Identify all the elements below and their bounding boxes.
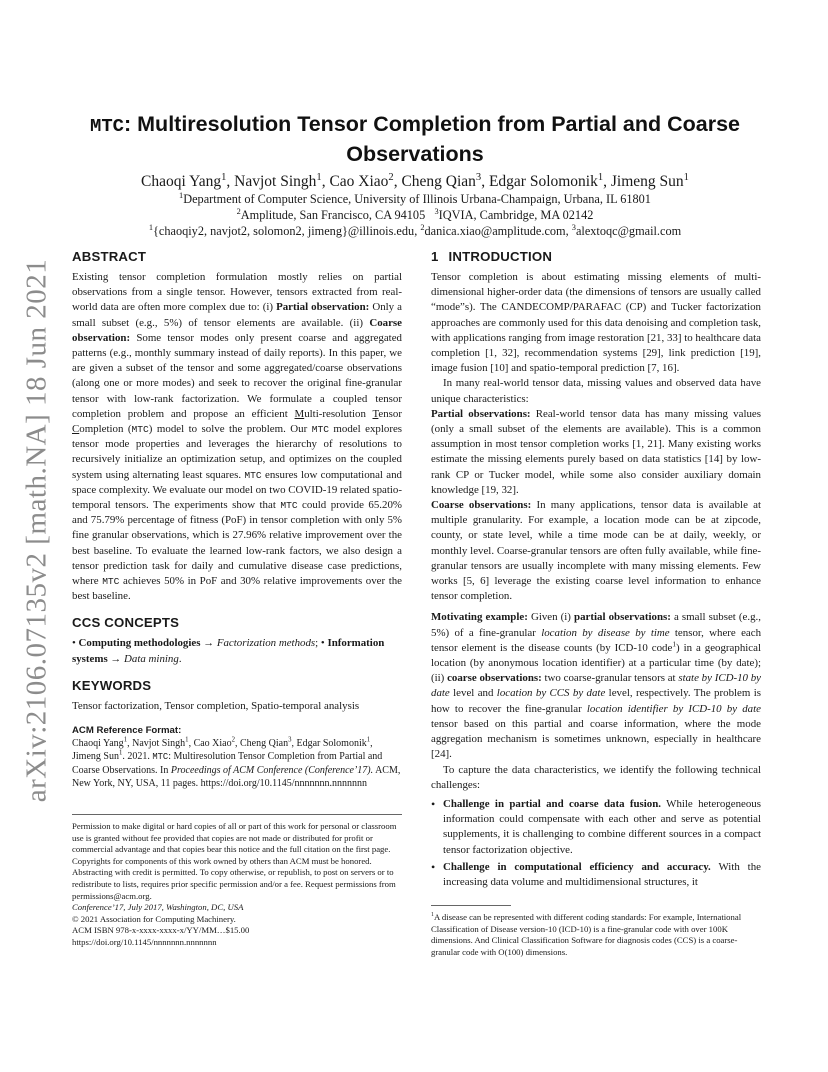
author: Navjot Singh$^1$,	[234, 171, 330, 190]
arxiv-identifier-text: arXiv:2106.07135v2 [math.NA] 18 Jun 2021	[20, 258, 53, 802]
footnote-divider	[431, 905, 511, 906]
list-item: • Challenge in partial and coarse data fusion. While heterogeneous information could compensate with each other and serve as potential supplements, it is challenging to combine different sources in a compact tensor factorization objective.	[431, 797, 761, 858]
acm-ref-text: Chaoqi Yang$^1$, Navjot Singh$^1$, Cao Xiao$^2$, Cheng Qian$^3$, Edgar Solomonik$^1$, Jimeng Sun$^1$. 2021. MTC: Multiresolution Tensor Completion from Partial and Coarse Observations. In Proceedings of ACM Conference (Conference’17). ACM, New York, NY, USA, 11 pages. https://doi.org/10.1145/nnnnnnn.nnnnnnn	[72, 736, 401, 790]
doi-line: https://doi.org/10.1145/nnnnnnn.nnnnnnn	[72, 937, 217, 948]
paper-title	[70, 110, 760, 168]
keywords-text: Tensor factorization, Tensor completion, Spatio-temporal analysis	[72, 699, 360, 712]
title-line2: Observations	[346, 142, 484, 166]
author: Jimeng Sun$^1$	[610, 171, 689, 190]
arxiv-identifier	[14, 258, 60, 802]
author-list	[70, 172, 760, 192]
intro-partial-observations: Partial observations: Real-world tensor data has many missing values (only a small subset of the elements are available). This is a common assumption in most tensor completion works [1, 21]. Many existing works estimate the missing elements purely based on data statistics [14] by low-rank CP or Tucker model, while some also consider auxiliary domain knowledge [19, 32].	[431, 407, 761, 496]
author: Chaoqi Yang$^1$,	[141, 171, 235, 190]
intro-paragraph-1: Tensor completion is about estimating missing elements of multi-dimensional higher-order data (the dimensions of tensors are usually called “mode”s). The CANDECOMP/PARAFAC (CP) and Tucker factorization approaches are commonly used for this data denoising and completion task, with applications ranging from image restoration [21, 33] to healthcare data completion [1, 32], recommendation systems [29], link prediction [19], image fusion [10] and spatio-temporal prediction [7, 16].	[431, 271, 761, 375]
abstract-heading: ABSTRACT	[72, 249, 147, 264]
keywords-heading: KEYWORDS	[72, 677, 152, 693]
isbn-line: ACM ISBN 978-x-xxxx-xxxx-x/YY/MM…$15.00	[72, 925, 250, 936]
acm-ref-heading: ACM Reference Format:	[72, 725, 182, 737]
author: Edgar Solomonik$^1$,	[488, 171, 611, 190]
author-emails: $^1${chaoqiy2, navjot2, solomon2, jimeng}@illinois.edu, $^2$danica.xiao@amplitude.com, $^3$alextoqc@gmail.com	[148, 222, 682, 238]
footnote-text: $^1$A disease can be represented with different coding standards: For example, International Classification of Disease version-10 (ICD-10) is a fine-granular code with over 100K dimensions. And Clinical Classification Software for diagnosis codes (CCS) is a coarse-granular code with O(100) dimensions.	[431, 912, 742, 957]
footnote-block	[431, 905, 761, 958]
intro-heading: 1 INTRODUCTION	[431, 249, 553, 264]
right-column	[431, 248, 761, 892]
intro-paragraph-5: To capture the data characteristics, we identify the following technical challenges:	[431, 763, 761, 791]
intro-motivating-example: Motivating example: Given (i) partial observations: a small subset (e.g., 5%) of a fine-granular location by disease by time tensor, where each tensor element is the disease counts (by ICD-10 code$^1$) in a geographical location (by anonymous location identifier) at a particular time (by date); (ii) coarse observations: two coarse-granular tensors at state by ICD-10 by date level and location by CCS by date level, respectively. The problem is how to recover the fine-granular location identifier by ICD-10 by date tensor based on this partial and coarse information, where the mode aggregation mechanism is sometimes unknown, especially in healthcare [24].	[431, 611, 762, 761]
ccs-heading: CCS CONCEPTS	[72, 615, 180, 631]
author: Cheng Qian$^3$,	[401, 171, 489, 190]
intro-paragraph-2: In many real-world tensor data, missing values and observed data have unique characteristics:	[431, 377, 761, 405]
title-line1: : Multiresolution Tensor Completion from Partial and Coarse	[124, 112, 741, 136]
affiliation-1: $^1$Department of Computer Science, University of Illinois Urbana-Champaign, Urbana, IL 61801	[179, 190, 651, 206]
affiliation-2-3: $^2$Amplitude, San Francisco, CA 94105 $^3$IQVIA, Cambridge, MA 02142	[236, 206, 594, 222]
ccs-text: • Computing methodologies → Factorization methods; • Information systems → Data mining.	[72, 637, 385, 665]
conference-line: Conference’17, July 2017, Washington, DC, USA	[72, 902, 244, 913]
author: Cao Xiao$^2$,	[329, 171, 402, 190]
challenge-list	[431, 797, 761, 890]
permission-notice: Permission to make digital or hard copies of all or part of this work for personal or classroom use is granted without fee provided that copies are not made or distributed for profit or commercial advantage and that copies bear this notice and the full citation on the first page. Copyrights for components of this work owned by others than ACM must be honored. Abstracting with credit is permitted. To copy otherwise, or republish, to post on servers or to redistribute to lists, requires prior specific permission and/or a fee. Request permissions from permissions@acm.org.	[72, 821, 397, 901]
title-mono-part: MTC	[89, 115, 125, 137]
list-item: • Challenge in computational efficiency and accuracy. With the increasing data volume and multidimensional structures, it	[431, 860, 761, 890]
copyright-line: © 2021 Association for Computing Machinery.	[72, 913, 236, 924]
intro-coarse-observations: Coarse observations: In many applications, tensor data is available at multiple granularity. For example, a location mode can be at zipcode, county, or state level, while a time mode can be at daily, weekly, or monthly level. Coarse-granular tensors are often fully available, while fine-granular tensors are usually incomplete with many missing elements. Few works [5, 6] leverage the existing coarse level information to enhance tensor completion.	[431, 499, 762, 603]
abstract-text: Existing tensor completion formulation mostly relies on partial observations from a single tensor. However, tensors extracted from real-world data are often more complex due to: (i) Partial observation: Only a small subset (e.g., 5%) of tensor elements are available. (ii) Coarse observation: Some tensor modes only present coarse and aggregated patterns (e.g., monthly summary instead of daily reports). In this paper, we are given a subset of the tensor and some aggregated/coarse observations (along one or more modes) and seek to recover the original fine-granular tensor with low-rank factorization. We formulate a coupled tensor completion problem and propose an efficient Multi-resolution Tensor Completion (MTC) model to solve the problem. Our MTC model explores tensor mode properties and leverages the hierarchy of resolutions to recursively initialize an optimization setup, and optimizes on the coupled system using alternating least squares. MTC ensures low computational and space complexity. We evaluate our model on two COVID-19 related spatio-temporal tensors. The experiments show that MTC could provide 65.20% and 75.79% percentage of fitness (PoF) in tensor completion with only 5% fine granular observations, which is 27.96% relative improvement over the best baseline. To evaluate the learned low-rank factors, we also design a tensor prediction task for daily and cumulative disease case predictions, where MTC achieves 50% in PoF and 30% relative improvements over the best baseline.	[72, 271, 403, 603]
left-column	[72, 248, 402, 949]
